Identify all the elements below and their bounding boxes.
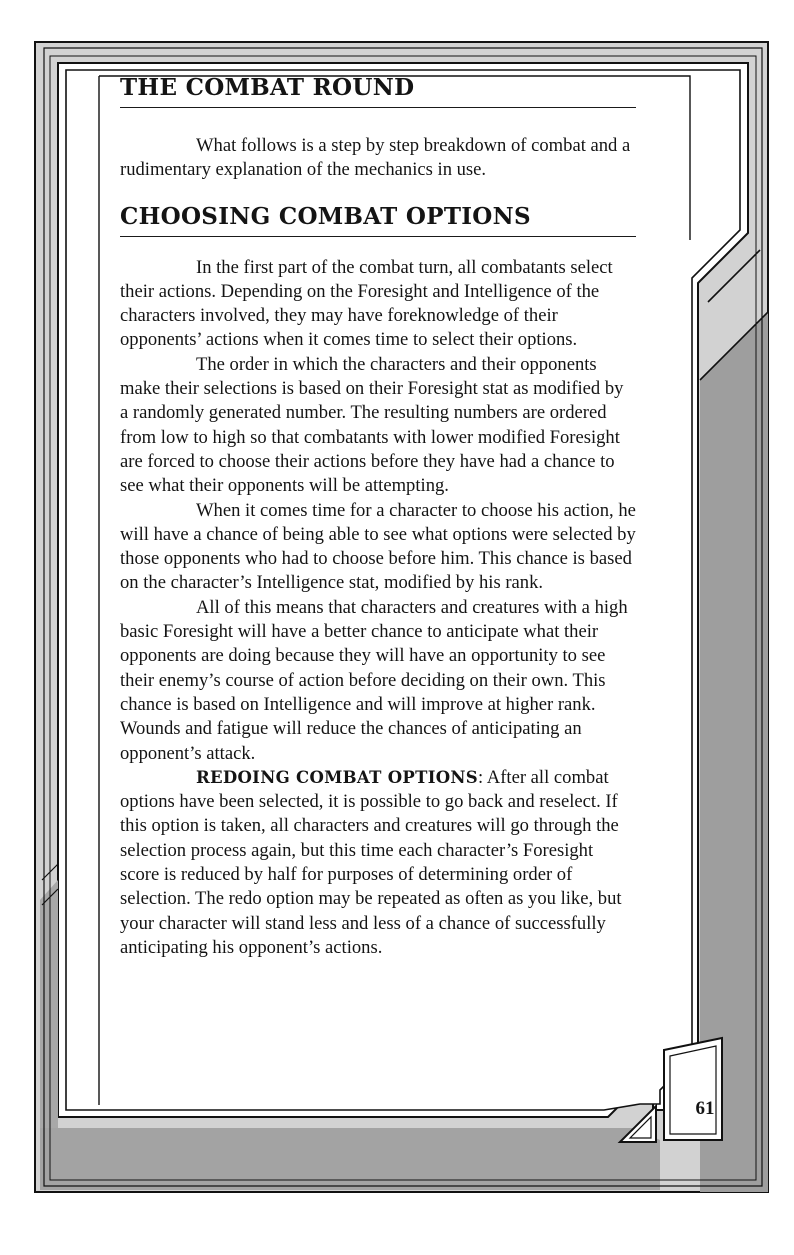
section-heading-combat-round: THE COMBAT ROUND [120, 70, 636, 108]
body-paragraph: When it comes time for a character to choose his action, he will have a chance of being able to see what options were selected by those opponents who had to choose before him. This chance is based on the character’s Intelligence stat, modified by his rank. [120, 499, 636, 594]
body-paragraph: The order in which the characters and their opponents make their selections is based on their Foresight stat as modified by a randomly generated number. The resulting numbers are ordered from low to high so that combatants with lower modified Foresight are forced to choose their actions before they have had a chance to see what their opponents will be attempting. [120, 353, 624, 497]
intro-paragraph: What follows is a step by step breakdown of combat and a rudimentary explanation of the mechanics in use. [120, 135, 631, 181]
frame-dark-panel-left [40, 880, 58, 1128]
body-paragraph: All of this means that characters and creatures with a high basic Foresight will have a better chance to anticipate what their opponents are doing because they will have an opportunity to see their enemy’s course of action before deciding on their own. This chance is based on Intelligence and will improve at higher rank. Wounds and fatigue will reduce the chances of anticipating an opponent’s attack. [120, 596, 628, 764]
section-heading-choosing-options: CHOOSING COMBAT OPTIONS [120, 199, 636, 237]
body-paragraph: In the first part of the combat turn, all combatants select their actions. Depending on the Foresight and Intelligence of the characters involved, they may have foreknowledge of their opponents’ actions when it comes time to select their options. [120, 256, 613, 351]
page-number-box [664, 1038, 722, 1140]
redo-lead-heading: REDOING COMBAT OPTIONS [196, 767, 478, 787]
redo-text: : After all combat options have been selected, it is possible to go back and reselect. If this option is taken, all characters and creatures will go through the selection process again, but this time each character’s Foresight score is reduced by half for purposes of determining order of selection. The redo option may be repeated as often as you like, but your character will stand less and less of a chance of successfully anticipating his opponent’s actions. [120, 766, 622, 958]
redo-paragraph [120, 766, 636, 960]
page-number: 61 [695, 1098, 715, 1119]
frame-dark-panel-bottom [40, 1128, 660, 1190]
page-content [120, 66, 636, 960]
